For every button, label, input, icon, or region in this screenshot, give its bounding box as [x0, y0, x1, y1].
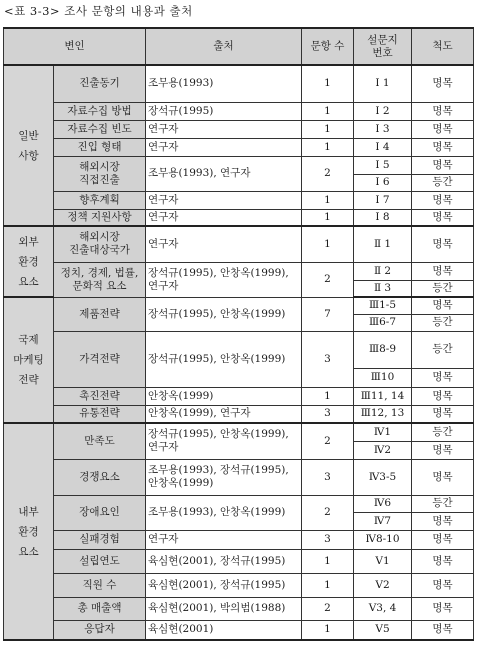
scale-cell: 명목 [412, 573, 474, 597]
variable-cell: 진출동기 [54, 65, 146, 102]
count-cell: 3 [302, 459, 354, 495]
question-number-cell: Ⅳ1 [354, 423, 412, 441]
table-row [4, 191, 474, 209]
scale-cell: 명목 [412, 156, 474, 174]
source-cell: 연구자 [146, 120, 302, 138]
scale-cell: 명목 [412, 387, 474, 405]
scale-cell: 명목 [412, 441, 474, 459]
question-number-cell: Ⅲ11, 14 [354, 387, 412, 405]
scale-cell: 명목 [412, 405, 474, 423]
variable-cell: 경쟁요소 [54, 459, 146, 495]
count-cell: 1 [302, 387, 354, 405]
scale-cell: 등간 [412, 280, 474, 297]
scale-cell: 명목 [412, 597, 474, 620]
count-cell: 3 [302, 405, 354, 423]
scale-cell: 명목 [412, 297, 474, 314]
question-number-cell: Ⅰ 1 [354, 65, 412, 102]
source-cell: 조무용(1993), 연구자 [146, 156, 302, 191]
header-variable: 변인 [4, 28, 146, 65]
variable-cell: 정치, 경제, 법률, 문화적 요소 [54, 262, 146, 297]
source-cell: 육심현(2001) [146, 620, 302, 640]
count-cell: 2 [302, 597, 354, 620]
question-number-cell: Ⅰ 2 [354, 102, 412, 120]
variable-cell: 정책 지원사항 [54, 209, 146, 226]
survey-items-table [3, 27, 474, 641]
source-cell: 연구자 [146, 530, 302, 549]
variable-cell: 해외시장 직접진출 [54, 156, 146, 191]
table-row [4, 573, 474, 597]
variable-cell: 유통전략 [54, 405, 146, 423]
category-general: 일반 사항 [4, 65, 54, 226]
scale-cell: 명목 [412, 65, 474, 102]
source-cell: 육심현(2001), 장석규(1995) [146, 573, 302, 597]
table-row [4, 495, 474, 512]
count-cell: 2 [302, 262, 354, 297]
count-cell: 2 [302, 156, 354, 191]
count-cell: 1 [302, 138, 354, 156]
question-number-cell: Ⅰ 4 [354, 138, 412, 156]
question-number-cell: Ⅰ 5 [354, 156, 412, 174]
table-row [4, 138, 474, 156]
table-caption: <표 3-3> 조사 문항의 내용과 출처 [4, 4, 193, 18]
scale-cell: 명목 [412, 459, 474, 495]
question-number-cell: Ⅲ8-9 [354, 331, 412, 368]
category-external: 외부 환경 요소 [4, 226, 54, 297]
source-cell: 장석규(1995), 안창옥(1999), 연구자 [146, 423, 302, 459]
question-number-cell: Ⅲ12, 13 [354, 405, 412, 423]
source-cell: 장석규(1995), 안창옥(1999) [146, 331, 302, 387]
table-row [4, 331, 474, 368]
count-cell: 1 [302, 226, 354, 262]
table-row [4, 226, 474, 262]
variable-cell: 가격전략 [54, 331, 146, 387]
variable-cell: 직원 수 [54, 573, 146, 597]
source-cell: 연구자 [146, 226, 302, 262]
source-cell: 연구자 [146, 191, 302, 209]
scale-cell: 명목 [412, 138, 474, 156]
question-number-cell: Ⅰ 7 [354, 191, 412, 209]
question-number-cell: Ⅳ3-5 [354, 459, 412, 495]
table-row [4, 209, 474, 226]
scale-cell: 명목 [412, 102, 474, 120]
scale-cell: 등간 [412, 331, 474, 368]
variable-cell: 향후계획 [54, 191, 146, 209]
table-row [4, 65, 474, 102]
count-cell: 1 [302, 65, 354, 102]
source-cell: 안창옥(1999), 연구자 [146, 405, 302, 423]
variable-cell: 자료수집 방법 [54, 102, 146, 120]
variable-cell: 만족도 [54, 423, 146, 459]
question-number-cell: Ⅲ6-7 [354, 314, 412, 331]
scale-cell: 명목 [412, 530, 474, 549]
table-row [4, 120, 474, 138]
header-source: 출처 [146, 28, 302, 65]
table-row [4, 387, 474, 405]
table-row [4, 423, 474, 441]
header-question-number: 설문지 번호 [354, 28, 412, 65]
question-number-cell: Ⅲ10 [354, 368, 412, 387]
scale-cell: 등간 [412, 314, 474, 331]
question-number-cell: Ⅱ 1 [354, 226, 412, 262]
question-number-cell: Ⅳ2 [354, 441, 412, 459]
scale-cell: 명목 [412, 191, 474, 209]
source-cell: 육심현(2001), 장석규(1995) [146, 549, 302, 573]
table-row [4, 262, 474, 280]
count-cell: 1 [302, 620, 354, 640]
variable-cell: 해외시장 진출대상국가 [54, 226, 146, 262]
count-cell: 1 [302, 120, 354, 138]
scale-cell: 명목 [412, 209, 474, 226]
count-cell: 2 [302, 423, 354, 459]
table-row [4, 102, 474, 120]
question-number-cell: Ⅳ6 [354, 495, 412, 512]
question-number-cell: Ⅳ7 [354, 512, 412, 530]
source-cell: 육심현(2001), 박의범(1988) [146, 597, 302, 620]
count-cell: 1 [302, 191, 354, 209]
source-cell: 장석규(1995), 안창옥(1999), 연구자 [146, 262, 302, 297]
scale-cell: 등간 [412, 423, 474, 441]
scale-cell: 명목 [412, 368, 474, 387]
source-cell: 연구자 [146, 209, 302, 226]
count-cell: 2 [302, 495, 354, 530]
question-number-cell: Ⅱ 3 [354, 280, 412, 297]
scale-cell: 등간 [412, 174, 474, 191]
count-cell: 1 [302, 573, 354, 597]
category-marketing: 국제 마케팅 전략 [4, 297, 54, 423]
question-number-cell: Ⅴ1 [354, 549, 412, 573]
variable-cell: 제품전략 [54, 297, 146, 331]
table-row [4, 156, 474, 174]
table-row [4, 459, 474, 495]
table-row [4, 530, 474, 549]
table-row [4, 297, 474, 314]
count-cell: 3 [302, 530, 354, 549]
scale-cell: 명목 [412, 262, 474, 280]
scale-cell: 명목 [412, 226, 474, 262]
variable-cell: 총 매출액 [54, 597, 146, 620]
count-cell: 1 [302, 102, 354, 120]
header-scale: 척도 [412, 28, 474, 65]
category-internal: 내부 환경 요소 [4, 423, 54, 640]
variable-cell: 응답자 [54, 620, 146, 640]
source-cell: 조무용(1993), 장석규(1995), 안창옥(1999) [146, 459, 302, 495]
question-number-cell: Ⅲ1-5 [354, 297, 412, 314]
question-number-cell: Ⅰ 6 [354, 174, 412, 191]
count-cell: 3 [302, 331, 354, 387]
source-cell: 장석규(1995), 안창옥(1999) [146, 297, 302, 331]
table-row [4, 597, 474, 620]
variable-cell: 자료수집 빈도 [54, 120, 146, 138]
variable-cell: 실패경험 [54, 530, 146, 549]
source-cell: 조무용(1993), 안창옥(1999) [146, 495, 302, 530]
question-number-cell: Ⅳ8-10 [354, 530, 412, 549]
count-cell: 7 [302, 297, 354, 331]
scale-cell: 명목 [412, 512, 474, 530]
scale-cell: 명목 [412, 620, 474, 640]
table-row [4, 620, 474, 640]
scale-cell: 명목 [412, 549, 474, 573]
scale-cell: 명목 [412, 120, 474, 138]
source-cell: 안창옥(1999) [146, 387, 302, 405]
question-number-cell: Ⅰ 3 [354, 120, 412, 138]
variable-cell: 장애요인 [54, 495, 146, 530]
question-number-cell: Ⅴ3, 4 [354, 597, 412, 620]
question-number-cell: Ⅰ 8 [354, 209, 412, 226]
count-cell: 1 [302, 209, 354, 226]
scale-cell: 등간 [412, 495, 474, 512]
table-row [4, 549, 474, 573]
count-cell: 1 [302, 549, 354, 573]
variable-cell: 촉진전략 [54, 387, 146, 405]
source-cell: 조무용(1993) [146, 65, 302, 102]
source-cell: 연구자 [146, 138, 302, 156]
header-count: 문항 수 [302, 28, 354, 65]
question-number-cell: Ⅱ 2 [354, 262, 412, 280]
question-number-cell: Ⅴ2 [354, 573, 412, 597]
variable-cell: 설립연도 [54, 549, 146, 573]
table-row [4, 405, 474, 423]
question-number-cell: Ⅴ5 [354, 620, 412, 640]
source-cell: 장석규(1995) [146, 102, 302, 120]
variable-cell: 진입 형태 [54, 138, 146, 156]
